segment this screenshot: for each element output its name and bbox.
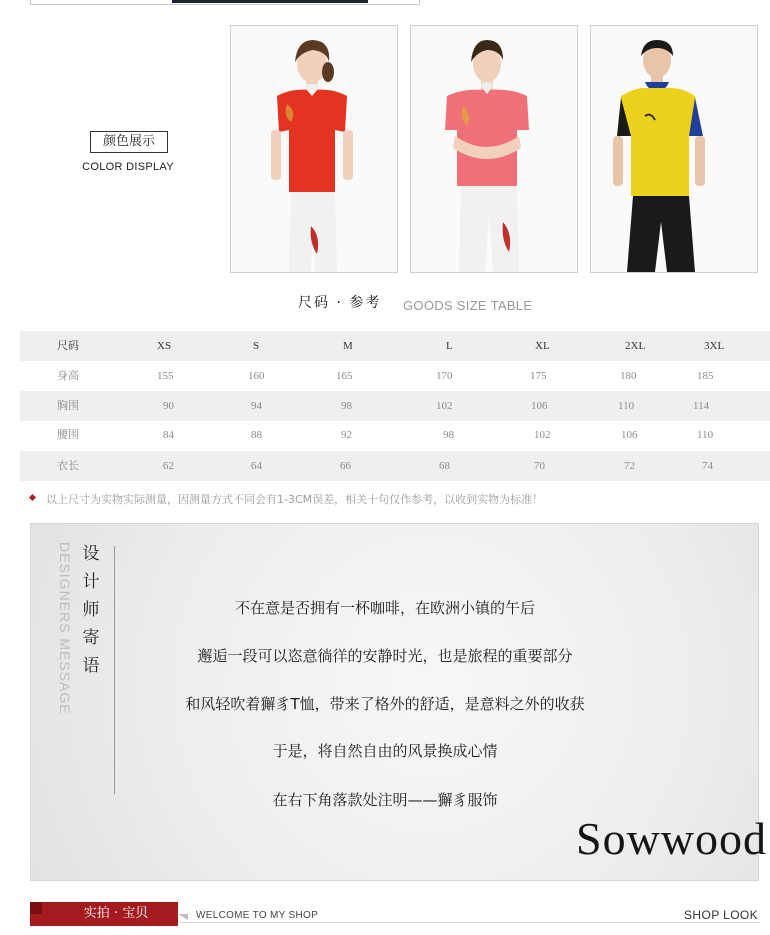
header-cell: 3XL [704,340,725,352]
tag-square-icon [30,914,54,926]
table-cell: 64 [251,460,262,472]
designer-message-en-text: DESIGNERS MESSAGE [57,542,73,715]
header-cell: S [253,340,260,352]
tag-tip-icon [178,914,188,920]
row-label: 胸围 [57,399,79,412]
header-cell: L [446,340,453,352]
table-cell: 160 [248,370,265,382]
table-row [20,451,770,481]
message-line: 于是，将自然自由的风景换成心情 [272,742,498,760]
table-cell: 106 [531,400,548,412]
model-yellow-illustration [591,26,757,272]
table-cell: 114 [693,400,710,412]
table-cell: 84 [163,429,174,441]
color-display-label-cn: 颜色展示 [90,131,168,153]
size-note: 以上尺寸为实物实际测量，因测量方式不同会有1-3CM误差，相关十句仅作参考，以收到实物为标准！ [46,493,544,506]
table-cell: 88 [251,429,262,441]
table-cell: 98 [341,400,352,412]
note-diamond-icon [29,494,36,501]
designer-cn-char: 计 [82,572,100,592]
table-cell: 175 [530,370,547,382]
header-cell: M [343,340,353,352]
table-cell: 66 [340,460,351,472]
product-photo-red[interactable] [230,25,398,273]
row-label: 腰围 [57,428,79,441]
model-red-illustration [231,26,397,272]
product-photo-pink[interactable] [410,25,578,273]
table-cell: 94 [251,400,262,412]
color-display-label-en: COLOR DISPLAY [82,161,174,173]
message-line: 在右下角落款处注明——獬豸服饰 [272,791,498,809]
table-row [20,391,770,421]
tag-square-icon [30,902,42,914]
tag-square-icon [42,902,54,914]
table-row [20,420,770,450]
designer-cn-char: 设 [82,544,100,564]
header-cell: 尺码 [57,339,79,352]
table-cell: 155 [157,370,174,382]
size-table-title: 尺码 · 参考 [298,295,382,311]
table-cell: 90 [163,400,174,412]
table-cell: 98 [443,429,454,441]
header-cell: XL [535,340,550,352]
message-line: 和风轻吹着獬豸T恤，带来了格外的舒适，是意料之外的收获 [185,695,585,713]
table-cell: 72 [624,460,635,472]
designer-cn-char: 师 [82,600,100,620]
table-cell: 68 [439,460,450,472]
size-table-header [20,331,770,361]
table-row [20,361,770,391]
shop-photo-tag: 实拍 · 宝贝 [54,902,178,926]
shop-look-text: SHOP LOOK [684,908,759,922]
table-cell: 62 [163,460,174,472]
table-cell: 165 [336,370,353,382]
row-label: 身高 [57,369,79,382]
message-line: 邂逅一段可以恣意徜徉的安静时光，也是旅程的重要部分 [197,647,573,665]
message-line: 不在意是否拥有一杯咖啡，在欧洲小镇的午后 [234,599,535,617]
table-cell: 92 [341,429,352,441]
table-cell: 102 [534,429,551,441]
header-cell: XS [157,340,172,352]
size-table-subtitle: GOODS SIZE TABLE [403,298,533,313]
brand-signature: Sowwood [576,813,768,864]
table-cell: 185 [697,370,714,382]
model-pink-illustration [411,26,577,272]
designer-cn-char: 寄 [82,628,100,648]
table-cell: 180 [620,370,637,382]
table-cell: 106 [621,429,638,441]
table-cell: 170 [436,370,453,382]
welcome-text: WELCOME TO MY SHOP [196,910,319,921]
table-cell: 110 [618,400,635,412]
table-cell: 70 [534,460,545,472]
table-cell: 110 [697,429,714,441]
header-cell: 2XL [625,340,646,352]
top-image-bar [172,0,368,3]
product-photo-yellow[interactable] [590,25,758,273]
row-label: 衣长 [57,459,79,472]
table-cell: 74 [702,460,713,472]
table-cell: 102 [436,400,453,412]
designer-cn-char: 语 [82,656,100,676]
